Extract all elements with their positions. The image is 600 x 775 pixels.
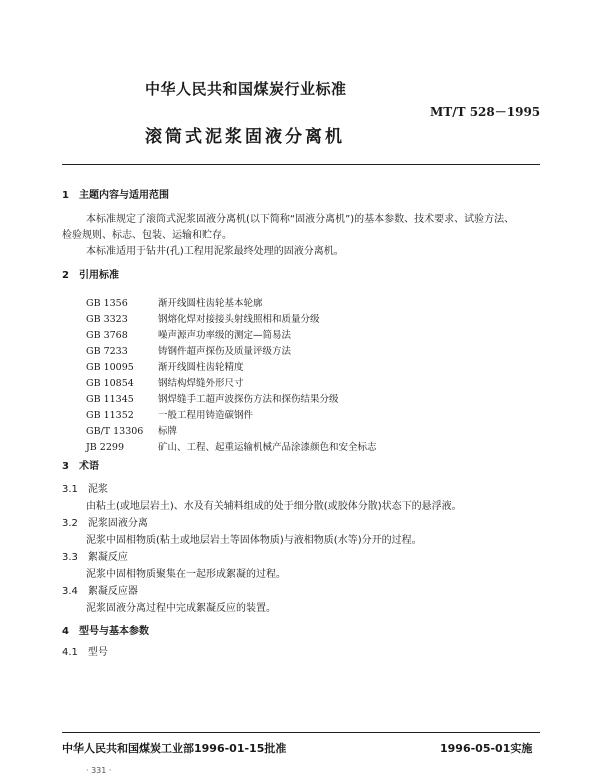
section-1-para1-line2: 检验规则、标志、包装、运输和贮存。 xyxy=(62,230,232,241)
issuing-standard-category: 中华人民共和国煤炭行业标准 xyxy=(145,80,347,98)
reference-title: 钢焊缝手工超声波探伤方法和探伤结果分级 xyxy=(158,394,339,405)
section-1-heading: 1 主题内容与适用范围 xyxy=(62,190,169,201)
implementation-date: 1996-05-01实施 xyxy=(440,742,533,755)
reference-item xyxy=(86,403,377,419)
reference-title: 渐开线圆柱齿轮基本轮廓 xyxy=(158,298,263,309)
reference-item xyxy=(86,419,377,435)
term-3-3-heading: 3.3 絮凝反应 xyxy=(62,552,128,563)
term-3-2-heading: 3.2 泥浆固液分离 xyxy=(62,518,148,529)
term-3-1-heading: 3.1 泥浆 xyxy=(62,484,108,495)
reference-item xyxy=(86,307,377,323)
document-title: 滚筒式泥浆固液分离机 xyxy=(145,127,345,147)
reference-code: JB 2299 xyxy=(86,442,124,453)
standard-number: MT/T 528－1995 xyxy=(430,105,541,119)
reference-code: GB 11345 xyxy=(86,394,134,405)
reference-title: 渐开线圆柱齿轮精度 xyxy=(158,362,244,373)
reference-title: 铸钢件超声探伤及质量评级方法 xyxy=(158,346,292,357)
reference-item xyxy=(86,291,377,307)
section-4-heading: 4 型号与基本参数 xyxy=(62,626,149,637)
reference-code: GB 7233 xyxy=(86,346,128,357)
reference-title: 噪声源声功率级的测定—简易法 xyxy=(158,330,292,341)
term-3-4-definition: 泥浆固液分离过程中完成絮凝反应的装置。 xyxy=(86,603,276,614)
reference-code: GB 3768 xyxy=(86,330,128,341)
term-3-1-definition: 由粘土(或地层岩土)、水及有关辅料组成的处于细分散(或胶体分散)状态下的悬浮液。 xyxy=(86,501,462,512)
reference-item xyxy=(86,371,377,387)
section-2-heading: 2 引用标准 xyxy=(62,270,119,281)
reference-code: GB 10854 xyxy=(86,378,134,389)
reference-title: 钢熔化焊对接接头射线照相和质量分级 xyxy=(158,314,320,325)
section-3-heading: 3 术语 xyxy=(62,461,99,472)
approval-statement: 中华人民共和国煤炭工业部1996-01-15批准 xyxy=(62,742,287,755)
subsection-4-1-heading: 4.1 型号 xyxy=(62,647,108,658)
reference-item xyxy=(86,339,377,355)
footer-divider xyxy=(62,732,540,733)
reference-code: GB 3323 xyxy=(86,314,128,325)
header-divider xyxy=(62,164,540,165)
reference-list xyxy=(86,291,377,451)
reference-title: 标牌 xyxy=(158,426,178,437)
reference-code: GB 10095 xyxy=(86,362,134,373)
section-1-para2: 本标准适用于钻井(孔)工程用泥浆最终处理的固液分离机。 xyxy=(86,246,344,257)
reference-title: 一般工程用铸造碳钢件 xyxy=(158,410,254,421)
term-3-2-definition: 泥浆中固相物质(粘土或地层岩土等固体物质)与液相物质(水等)分开的过程。 xyxy=(86,535,422,546)
term-3-3-definition: 泥浆中固相物质聚集在一起形成絮凝的过程。 xyxy=(86,569,286,580)
reference-code: GB/T 13306 xyxy=(86,426,144,437)
reference-item xyxy=(86,355,377,371)
page-number: · 331 · xyxy=(86,766,112,775)
reference-item xyxy=(86,435,377,451)
reference-item xyxy=(86,387,377,403)
reference-code: GB 1356 xyxy=(86,298,128,309)
reference-title: 矿山、工程、起重运输机械产品涂漆颜色和安全标志 xyxy=(158,442,377,453)
reference-title: 钢结构焊缝外形尺寸 xyxy=(158,378,244,389)
reference-code: GB 11352 xyxy=(86,410,134,421)
reference-item xyxy=(86,323,377,339)
section-1-para1-line1: 本标准规定了滚筒式泥浆固液分离机(以下简称“固液分离机”)的基本参数、技术要求、试验方法、 xyxy=(86,214,515,225)
term-3-4-heading: 3.4 絮凝反应器 xyxy=(62,586,138,597)
